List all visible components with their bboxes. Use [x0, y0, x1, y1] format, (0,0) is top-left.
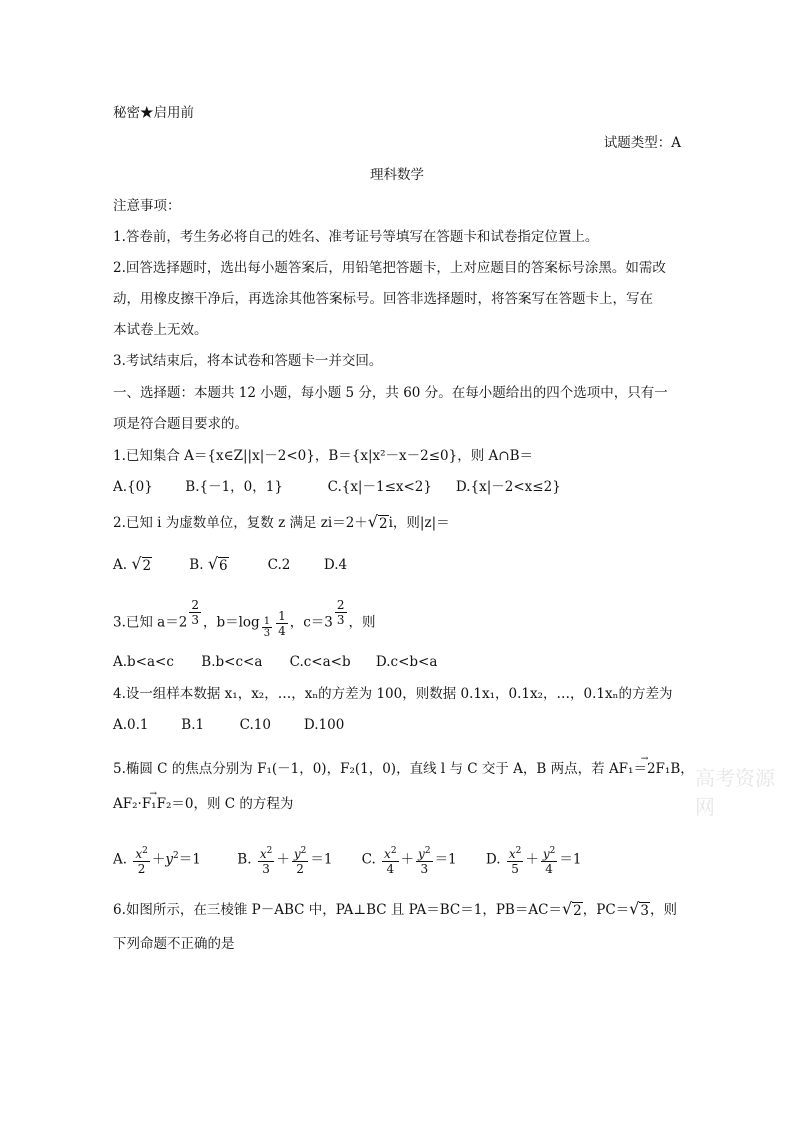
q3-c-exponent: 2 3 [336, 598, 345, 627]
q4-options [113, 715, 344, 735]
exam-type: 试题类型：A [603, 135, 681, 151]
q3-option-c: C.c<a<b [289, 654, 351, 670]
q3-option-d: D.c<b<a [375, 654, 438, 670]
q5-option-b: B. [237, 851, 252, 868]
q5-option-a: A. [113, 851, 128, 868]
q1-stem: 1.已知集合 A＝{x∈Z||x|－2<0}，B＝{x|x²－x－2≤0}，则 A∩B＝ [113, 448, 533, 464]
q2-option-a: A. [113, 557, 128, 573]
q1-option-c: C.{x|－1≤x<2} [327, 479, 432, 495]
sqrt-symbol: √ 2 [131, 554, 152, 574]
q1-option-d: D.{x|－2<x≤2} [455, 479, 561, 495]
q3-log-base: 1 3 [263, 616, 271, 640]
page-title: 理科数学 [370, 167, 424, 183]
q5-vector-eq-2: → AF₂·F₁F₂＝0 [113, 794, 193, 814]
q2-option-b: B. [189, 557, 204, 573]
q3-stem: 3.已知 a＝2 $^{\frac{2}{3}}$ ，b＝log $_{\frac{1}{3}}$ $\frac{1}{4}$ ，c＝3 $^{\frac{2}{3}}$ ，则 [113, 598, 376, 640]
watermark: 高考资源网 [695, 766, 775, 819]
q1-option-b: B.{－1，0，1} [185, 479, 283, 495]
q6-stem-line-1: 6.如图所示，在三棱锥 P－ABC 中，PA⊥BC 且 PA＝BC＝1，PB＝AC＝ √ 2 ，PC＝ √ 3 ，则 [113, 899, 677, 919]
q1-options [113, 477, 561, 497]
sqrt-symbol: √ 3 [629, 899, 649, 919]
note-1: 1.答卷前，考生务必将自己的姓名、准考证号等填写在答题卡和试卷指定位置上。 [113, 229, 599, 245]
q2-option-d: D.4 [323, 557, 348, 573]
q3-option-b: B.b<c<a [201, 654, 263, 670]
notes-heading: 注意事项： [113, 198, 181, 214]
q4-option-b: B.1 [181, 717, 205, 733]
q6-stem-line-2: 下列命题不正确的是 [113, 936, 235, 952]
q4-stem: 4.设一组样本数据 x₁，x₂，…，xₙ的方差为 100，则数据 0.1x₁，0.1x₂，…，0.1xₙ的方差为 [113, 686, 673, 702]
q5-options: A. $\frac{x^2}{2}$ $+y^2=1$ B. $\frac{x^2}{3}$ ＋ $\frac{y^2}{2}$ ＝1 C. $\frac{x^2}{4}$ ＋ $\frac{y^2}{3}$ ＝1 D. $\frac{x^2}{5}$ ＋ $\frac{y^2}{4}$ ＝1 [113, 846, 582, 876]
section-heading-line-2: 项是符合题目要求的。 [113, 416, 248, 432]
q5-option-d: D. [485, 851, 501, 868]
secret-label: 秘密★启用前 [113, 105, 194, 121]
q2-sqrt: √ 2 [367, 512, 388, 532]
q3-option-a: A.b<a<c [113, 654, 174, 670]
q3-options [113, 652, 437, 672]
note-2-line-3: 本试卷上无效。 [113, 322, 208, 338]
q2-options [113, 555, 347, 575]
q4-option-c: C.10 [239, 717, 271, 733]
q2-stem-b: i，则|z|＝ [388, 515, 450, 531]
section-heading-line-1: 一、选择题：本题共 12 小题，每小题 5 分，共 60 分。在每小题给出的四个选项中，只有一 [113, 385, 668, 401]
q5-vector-eq-1: → AF₁＝2F₁B [609, 759, 680, 779]
q2-stem-a: 2.已知 i 为虚数单位，复数 z 满足 zi＝2＋ [113, 515, 368, 531]
q4-option-d: D.100 [303, 717, 345, 733]
sqrt-symbol: √ 2 [561, 899, 582, 919]
sqrt-symbol: √ 6 [207, 554, 228, 574]
q5-option-c: C. [361, 851, 376, 868]
q2-stem [113, 513, 450, 533]
note-2-line-1: 2.回答选择题时，选出每小题答案后，用铅笔把答题卡，上对应题目的答案标号涂黑。如需改 [113, 260, 666, 276]
q1-option-a: A.{0} [113, 479, 153, 495]
q5-stem-line-2: → AF₂·F₁F₂＝0，则 C 的方程为 [113, 794, 293, 814]
q2-sqrt-value: 2 [379, 516, 388, 532]
q4-option-a: A.0.1 [113, 717, 149, 733]
note-3: 3.考试结束后，将本试卷和答题卡一并交回。 [113, 353, 383, 369]
q3-a-exponent: 2 3 [191, 598, 199, 627]
q2-option-c: C.2 [267, 557, 291, 573]
q3-b-arg: $\frac{1}{4}$ [278, 608, 286, 638]
note-2-line-2: 动，用橡皮擦干净后，再选涂其他答案标号。回答非选择题时，将答案写在答题卡上，写在 [113, 291, 653, 307]
q5-stem-line-1: 5.椭圆 C 的焦点分别为 F₁(－1，0)，F₂(1，0)，直线 l 与 C 交于 A，B 两点，若 → AF₁＝2F₁B， [113, 759, 694, 779]
